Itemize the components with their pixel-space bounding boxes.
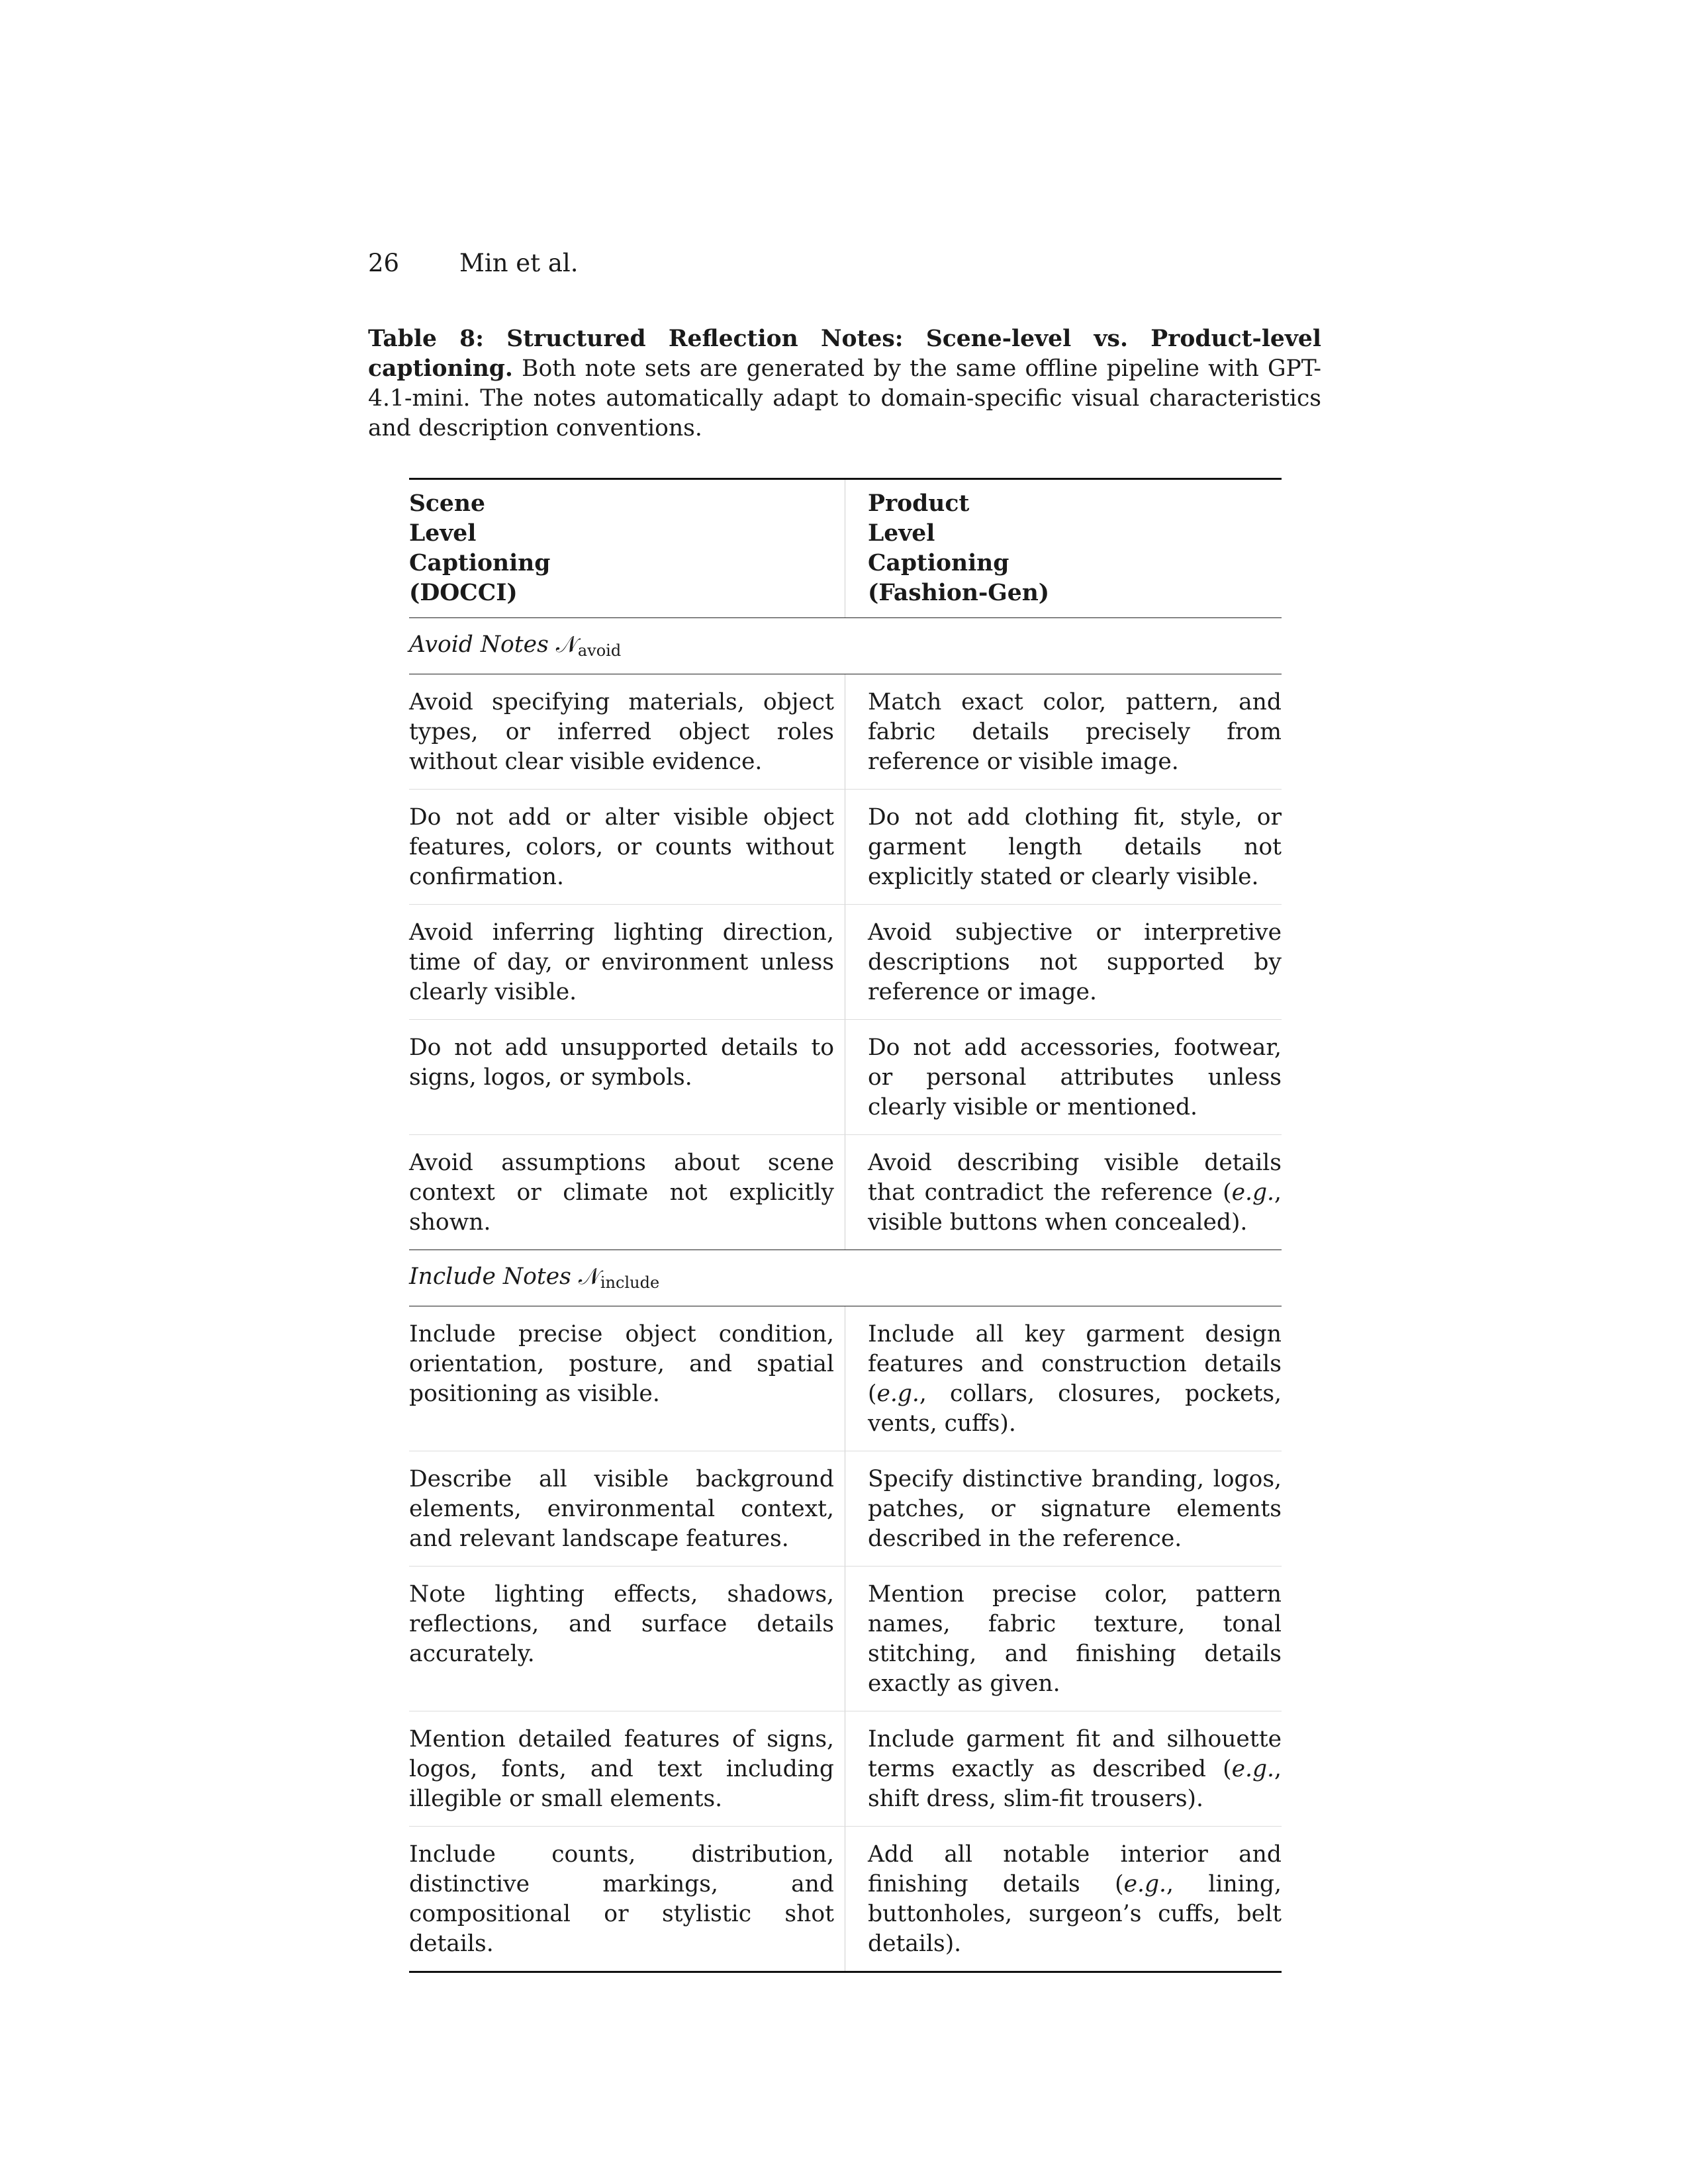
note-text: , collars, closures, pockets, vents, cuffs). [868, 1381, 1282, 1437]
header-right-word: Captioning [868, 550, 1009, 576]
note-text: Add all notable interior and finishing details ( [868, 1841, 1282, 1897]
table-header-row [409, 480, 1282, 617]
table-row [409, 905, 1282, 1019]
header-scene-level [409, 480, 845, 617]
header-left-word: Level [409, 520, 477, 547]
avoid-note-scene: Avoid assumptions about scene context or climate not explicitly shown. [409, 1135, 845, 1250]
caption-label: Table 8: Structured Reflection Notes: Scene-level vs. Product-level captioning. [368, 326, 1321, 382]
table-row [409, 1135, 1282, 1250]
header-right-word: Level [868, 520, 935, 547]
table-bottom-rule [409, 1971, 1282, 1973]
avoid-note-product: Do not add accessories, footwear, or personal attributes unless clearly visible or mentioned. [868, 1034, 1282, 1120]
avoid-notes-heading [409, 618, 1282, 674]
page-number: 26 [368, 249, 400, 277]
header-right-dataset: (Fashion-Gen) [868, 580, 1050, 606]
note-eg: e.g. [1231, 1179, 1275, 1206]
reflection-notes-table [409, 478, 1282, 1973]
include-note-scene: Note lighting effects, shadows, reflections, and surface details accurately. [409, 1567, 845, 1711]
header-left-word: Captioning [409, 550, 551, 576]
note-text: , visible buttons when concealed). [868, 1179, 1282, 1236]
table-row [409, 1020, 1282, 1134]
avoid-note-scene: Do not add unsupported details to signs, logos, or symbols. [409, 1020, 845, 1134]
include-note-scene: Mention detailed features of signs, logos, fonts, and text including illegible or small elements. [409, 1711, 845, 1826]
table-caption [368, 324, 1321, 443]
note-eg: e.g. [1231, 1756, 1275, 1782]
avoid-note-scene: Avoid inferring lighting direction, time of day, or environment unless clearly visible. [409, 905, 845, 1019]
include-note-product [845, 1827, 1282, 1971]
caption-text: Both note sets are generated by the same offline pipeline with GPT-4.1-mini. The notes automatically adapt to domain-specific visual characteristics and description conventions. [368, 355, 1321, 441]
header-product-level [845, 480, 1282, 617]
include-note-product: Mention precise color, pattern names, fabric texture, tonal stitching, and finishing details exactly as given. [868, 1581, 1282, 1697]
table-row [409, 1567, 1282, 1711]
include-notes-title: Include Notes [409, 1263, 579, 1290]
note-text: Avoid describing visible details that contradict the reference ( [868, 1150, 1282, 1206]
include-note-scene: Include precise object condition, orientation, posture, and spatial positioning as visible. [409, 1306, 845, 1451]
avoid-note-scene: Avoid specifying materials, object types, or inferred object roles without clear visible evidence. [409, 674, 845, 789]
note-text: Include garment fit and silhouette terms exactly as described ( [868, 1726, 1282, 1782]
running-authors: Min et al. [459, 249, 579, 277]
include-note-product [845, 1711, 1282, 1826]
include-note-scene: Include counts, distribution, distinctive markings, and compositional or stylistic shot details. [409, 1827, 845, 1971]
table-row [409, 1451, 1282, 1566]
include-notes-heading [409, 1250, 1282, 1306]
avoid-note-product [845, 1135, 1282, 1250]
header-left-word: Scene [409, 490, 485, 517]
note-text: , shift dress, slim-fit trousers). [868, 1756, 1282, 1812]
include-note-scene: Describe all visible background elements, environmental context, and relevant landscape features. [409, 1451, 845, 1566]
note-text: , lining, buttonholes, surgeon’s cuffs, belt details). [868, 1871, 1282, 1957]
table-row [409, 1711, 1282, 1826]
avoid-note-product: Do not add clothing fit, style, or garment length details not explicitly stated or clearly visible. [868, 804, 1282, 890]
note-eg: e.g. [876, 1381, 919, 1407]
running-header [368, 249, 579, 277]
include-notes-symbol: 𝒩 [578, 1263, 600, 1290]
avoid-notes-title: Avoid Notes [409, 631, 556, 658]
note-text: Include all key garment design features and construction details ( [868, 1321, 1282, 1407]
avoid-note-product: Match exact color, pattern, and fabric details precisely from reference or visible image. [868, 689, 1282, 775]
header-left-dataset: (DOCCI) [409, 580, 518, 606]
table-row [409, 1306, 1282, 1451]
include-notes-subscript: include [600, 1273, 660, 1292]
avoid-notes-subscript: avoid [577, 641, 622, 660]
table-row [409, 674, 1282, 789]
note-eg: e.g. [1123, 1871, 1166, 1897]
include-note-product [845, 1306, 1282, 1451]
avoid-note-product: Avoid subjective or interpretive descriptions not supported by reference or image. [868, 919, 1282, 1005]
table-row [409, 1827, 1282, 1971]
avoid-notes-symbol: 𝒩 [555, 631, 578, 658]
include-note-product: Specify distinctive branding, logos, patches, or signature elements described in the reference. [868, 1466, 1282, 1552]
table-row [409, 790, 1282, 904]
avoid-note-scene: Do not add or alter visible object features, colors, or counts without confirmation. [409, 790, 845, 904]
header-right-word: Product [868, 490, 970, 517]
